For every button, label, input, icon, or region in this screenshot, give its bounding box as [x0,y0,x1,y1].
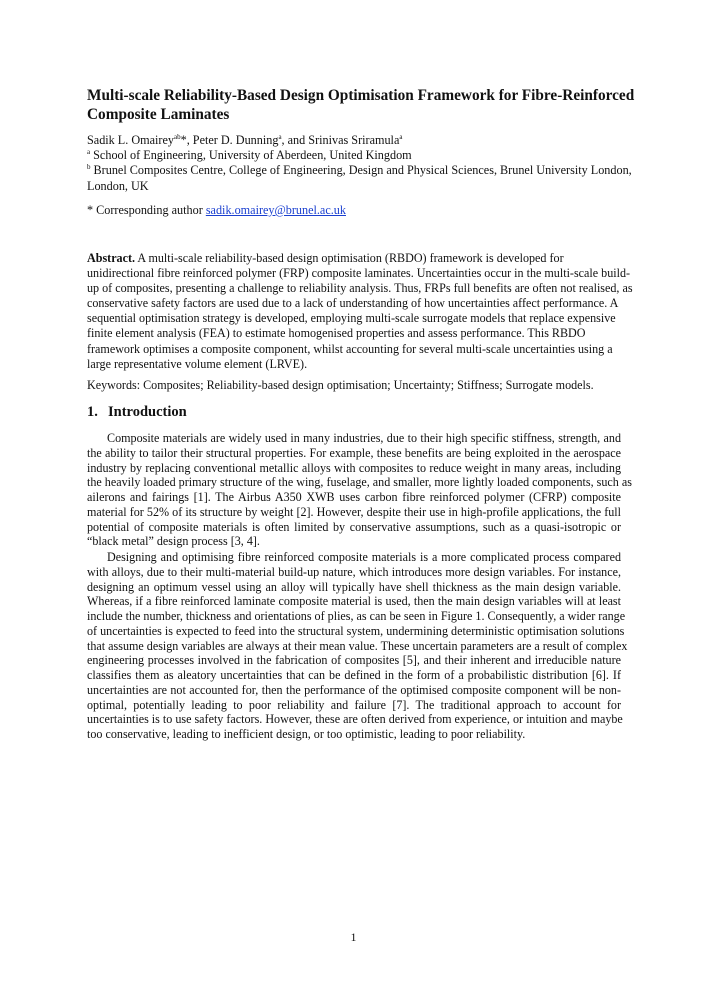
section-title: Introduction [108,404,187,420]
corresponding-author [87,203,346,218]
abstract-line: large representative volume element (LRVE). [87,356,308,371]
affiliation-mark: b [87,163,91,172]
author-name: Sadik L. Omairey [87,133,174,147]
abstract [87,251,633,372]
affiliation-text: School of Engineering, University of Aberdeen, United Kingdom [93,148,412,163]
author-name: Peter D. Dunning [192,133,279,147]
page-number: 1 [350,930,357,944]
paragraph-line: Composite materials are widely used in many industries, due to their high specific stiffness, strength, and [107,431,621,445]
title-line: Composite Laminates [87,106,230,123]
abstract-line: sequential optimisation strategy is developed, employing multi-scale surrogate models that replace expensive [87,311,616,326]
corresponding-label: * Corresponding author [87,203,203,217]
affiliation-mark: a [87,148,91,157]
abstract-line: conservative safety factors are used due to a lack of understanding of how uncertainties affect performance. A [87,296,619,311]
paragraph-line: “black metal” design process [3, 4]. [87,534,260,549]
abstract-line: up of composites, presenting a challenge to reliability analysis. Thus, FRPs full benefits are often not realised, as [87,281,633,296]
paper-title [87,86,635,124]
abstract-line: framework optimises a composite component, whilst accounting for several multi-scale uncertainties using a [87,341,613,356]
author-list [87,133,621,148]
affiliation-a [87,148,621,163]
author-block [87,133,632,194]
paragraph-line: uncertainties are not accounted for, then the performance of the optimised composite component will be non- [87,682,621,697]
corresponding-mark: * [180,133,187,147]
paragraph-line: optimal, potentially leading to poor reliability and failure [7]. The traditional approach to account for [87,697,621,712]
paragraph-line: with alloys, due to their multi-material build-up nature, which introduces more design variables. For instance, [87,564,621,579]
section-number: 1. [87,404,98,420]
author-separator: , and [281,133,309,147]
author-email-link[interactable]: sadik.omairey@brunel.ac.uk [205,203,346,217]
affiliation-b-continued: London, UK [87,178,149,193]
paragraph-line: designing an optimum vessel using an alloy will typically have shell thickness as the main design variable. [87,579,621,594]
keywords: Keywords: Composites; Reliability-based design optimisation; Uncertainty; Stiffness; Surrogate models. [87,378,594,392]
intro-paragraph-1 [87,431,632,549]
paragraph-line: ailerons and fairings [1]. The Airbus A350 XWB uses carbon fibre reinforced polymer (CFRP) composite [87,490,621,504]
intro-paragraph-2 [87,550,628,742]
paragraph-line: classifies them as aleatory uncertainties that can be defined in the form of a probabilistic distribution [6]. If [87,668,621,682]
abstract-line: unidirectional fibre reinforced polymer (FRP) composite laminates. Uncertainties occur in the multi-scale build- [87,266,631,281]
paragraph-line: uncertainties is to use safety factors. However, these are often derived from experience, or intuition and maybe [87,712,623,727]
abstract-text: A multi-scale reliability-based design optimisation (RBDO) framework is developed for [135,251,564,265]
paragraph-line: industry by replacing conventional metallic alloys with composites to reduce weight in many areas, including [87,460,621,475]
paragraph-line: engineering processes involved in the fabrication of composites [5], and their inherent and irreducible nature [87,653,621,668]
author-separator: , [186,133,193,147]
abstract-line: finite element analysis (FEA) to estimate homogenised properties and assess performance. This RBDO [87,326,586,341]
affiliation-text: Brunel Composites Centre, College of Engineering, Design and Physical Sciences, Brunel University London, [93,163,632,178]
paragraph-line: include the number, thickness and orientations of plies, as can be seen in Figure 1. Consequently, a wider range [87,609,626,623]
paragraph-line: the ability to tailor their structural properties. For example, these benefits are being exploited in the aerospace [87,445,621,460]
paragraph-line: Whereas, if a fibre reinforced laminate composite material is used, then the main design variables will at least [87,594,621,609]
abstract-line [87,251,621,266]
paragraph-line: Designing and optimising fibre reinforced composite materials is a more complicated process compared [107,550,621,564]
author-affiliation-mark: a [399,133,403,141]
paragraph-line: potential of composite materials is often limited by conservative assumptions, such as a quasi-isotropic or [87,519,621,534]
title-line: Multi-scale Reliability-Based Design Optimisation Framework for Fibre-Reinforced [87,87,635,104]
paragraph-line: too conservative, leading to inefficient design, or too optimistic, leading to poor reliability. [87,727,526,741]
paragraph-line: the heavily loaded primary structure of the wing, fuselage, and smaller, more lightly loaded components, such as [87,475,632,490]
paragraph-line: material for 52% of its structure by weight [2]. However, despite their use in high-profile applications, the full [87,504,621,519]
affiliation-b [87,163,632,178]
author-affiliation-mark: a [278,133,282,141]
paragraph-line: that assume design variables are always at their mean value. These uncertain parameters are a result of complex [87,638,628,653]
abstract-label: Abstract. [87,251,136,265]
author-name: Srinivas Sriramula [308,133,400,147]
section-heading [87,403,187,421]
author-affiliation-mark: ab [174,133,181,141]
paragraph-line: of uncertainties is expected to feed into the structural system, undermining deterministic optimisation solutions [87,623,625,638]
